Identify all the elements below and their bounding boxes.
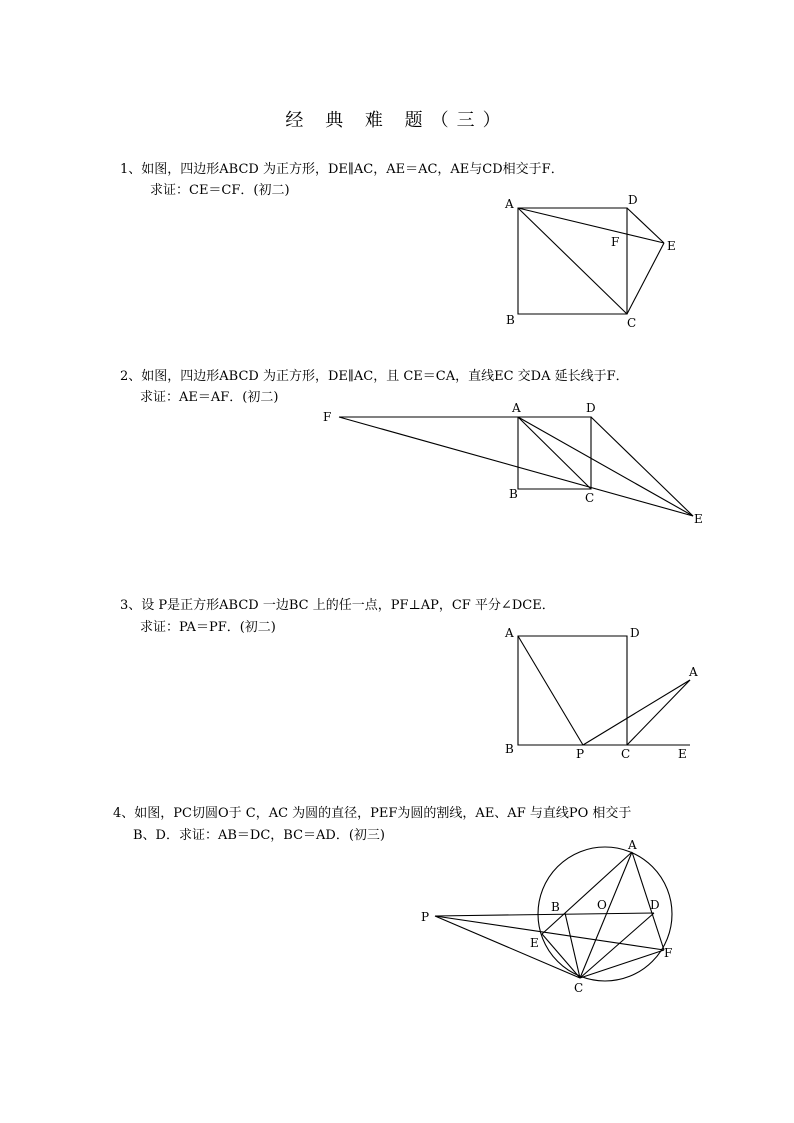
label-a: A [505, 626, 514, 640]
label-d: D [586, 401, 596, 415]
label-e: E [694, 512, 703, 526]
label-b: B [551, 900, 560, 914]
label-o: O [597, 898, 607, 912]
label-d: D [628, 193, 638, 207]
label-e: E [667, 239, 676, 253]
label-f: F [664, 946, 673, 960]
problem-1-statement: 1、如图，四边形ABCD 为正方形，DE∥AC，AE＝AC，AE与CD相交于F． [120, 162, 564, 177]
label-c: C [585, 491, 595, 505]
problem-2-proof: 求证：AE＝AF．(初二) [140, 390, 279, 405]
label-p: P [421, 910, 430, 924]
label-c: C [621, 747, 631, 761]
label-c: C [627, 316, 637, 330]
label-e: E [678, 747, 687, 761]
label-d: D [650, 898, 660, 912]
segment-ap [518, 636, 583, 745]
label-b: B [509, 487, 518, 501]
segment-ae [518, 208, 664, 243]
segment-ae [518, 417, 693, 516]
segment-de [627, 208, 664, 243]
label-c: C [574, 981, 584, 995]
label-f: A [689, 665, 698, 679]
problem-2-figure [318, 398, 713, 528]
label-a: A [512, 401, 521, 415]
segment-dc [580, 913, 654, 978]
label-b: B [506, 313, 515, 327]
label-d: D [630, 626, 640, 640]
problem-3-statement: 3、设 P是正方形ABCD 一边BC 上的任一点，PF⊥AP，CF 平分∠DCE． [120, 598, 555, 613]
problem-4-statement-continued: B、D．求证：AB＝DC，BC＝AD．(初三) [133, 828, 385, 843]
label-f: F [611, 235, 620, 249]
segment-bc [565, 913, 580, 978]
segment-fc [580, 950, 664, 978]
line-fe [339, 417, 693, 516]
problem-1-proof: 求证：CE＝CF．(初二) [150, 183, 290, 198]
label-a: A [628, 838, 637, 852]
tangent-pc [435, 916, 580, 978]
segment-ae [542, 852, 632, 934]
segment-ec [542, 934, 580, 978]
segment-ce [627, 243, 664, 314]
diameter-ac [580, 852, 632, 978]
problem-1-figure [500, 190, 690, 335]
problem-3-proof: 求证：PA＝PF．(初二) [140, 620, 276, 635]
page-title: 经 典 难 题（三） [285, 110, 509, 131]
problem-3-figure [500, 622, 710, 762]
label-e: E [530, 936, 539, 950]
diagonal-ac [518, 417, 591, 489]
problem-4-figure [415, 835, 685, 1000]
label-f: F [323, 410, 332, 424]
label-b: B [505, 742, 514, 756]
label-p: P [576, 747, 585, 761]
diagonal-ac [518, 208, 627, 314]
problem-2-statement: 2、如图，四边形ABCD 为正方形，DE∥AC，且 CE＝CA，直线EC 交DA 延长线于F． [120, 369, 629, 384]
line-po [435, 913, 654, 916]
problem-4-statement: 4、如图，PC切圆O于 C，AC 为圆的直径，PEF为圆的割线，AE、AF 与直线PO 相交于 [113, 806, 632, 821]
label-a: A [505, 197, 514, 211]
secant-pef [435, 916, 664, 950]
